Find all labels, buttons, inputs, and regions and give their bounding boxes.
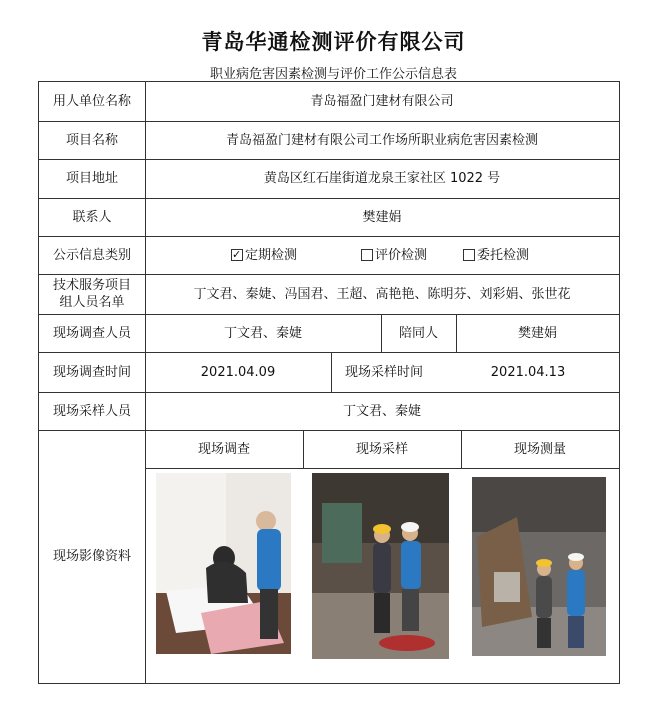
image-header-sampling: 现场采样 [355, 441, 408, 457]
image-header-measuring: 现场测量 [513, 441, 566, 457]
photo-site-measuring [472, 477, 606, 656]
contact-value: 樊建娟 [362, 209, 402, 225]
survey-staff-label: 现场调查人员 [52, 325, 131, 341]
address-value: 黄岛区红石崖街道龙泉王家社区 1022 号 [263, 171, 501, 186]
sampler-label: 现场采样人员 [52, 403, 131, 419]
photo-site-sampling [312, 473, 449, 659]
employer-label: 用人单位名称 [52, 94, 131, 109]
category-option-commissioned[interactable] [463, 247, 529, 264]
category-options [145, 236, 619, 274]
photo-site-survey [156, 473, 291, 654]
image-header-survey: 现场调查 [197, 441, 250, 457]
companion-value: 樊建娟 [517, 325, 557, 341]
category-option-label: 评价检测 [375, 247, 428, 263]
companion-label: 陪同人 [398, 325, 438, 341]
category-option-label: 委托检测 [477, 247, 530, 263]
checkbox-checked-icon [231, 249, 243, 261]
survey-staff-value: 丁文君、秦婕 [223, 325, 302, 341]
checkbox-icon [361, 249, 373, 261]
project-label: 项目名称 [65, 132, 118, 148]
category-option-periodic[interactable] [231, 247, 297, 264]
checkbox-icon [463, 249, 475, 261]
info-table [38, 81, 620, 684]
team-label [39, 274, 145, 314]
project-value: 青岛福盈门建材有限公司工作场所职业病危害因素检测 [225, 132, 538, 148]
company-title: 青岛华通检测评价有限公司 [201, 30, 466, 54]
sampling-time-value: 2021.04.13 [490, 364, 566, 380]
survey-time-value: 2021.04.09 [200, 364, 276, 380]
category-option-label: 定期检测 [245, 247, 298, 263]
address-label: 项目地址 [65, 171, 118, 186]
sampling-time-label: 现场采样时间 [344, 364, 423, 380]
employer-value: 青岛福盈门建材有限公司 [310, 94, 454, 109]
team-value: 丁文君、秦婕、冯国君、王超、高艳艳、陈明芬、刘彩娟、张世花 [193, 286, 571, 302]
sampler-value: 丁文君、秦婕 [342, 403, 421, 419]
images-label: 现场影像资料 [52, 549, 131, 564]
form-subtitle: 职业病危害因素检测与评价工作公示信息表 [209, 67, 457, 82]
category-label: 公示信息类别 [52, 247, 131, 263]
team-label-line2: 组人员名单 [59, 295, 125, 310]
team-label-line1: 技术服务项目 [52, 278, 131, 293]
category-option-evaluation[interactable] [361, 247, 427, 264]
contact-label: 联系人 [72, 209, 112, 225]
survey-time-label: 现场调查时间 [52, 364, 131, 380]
